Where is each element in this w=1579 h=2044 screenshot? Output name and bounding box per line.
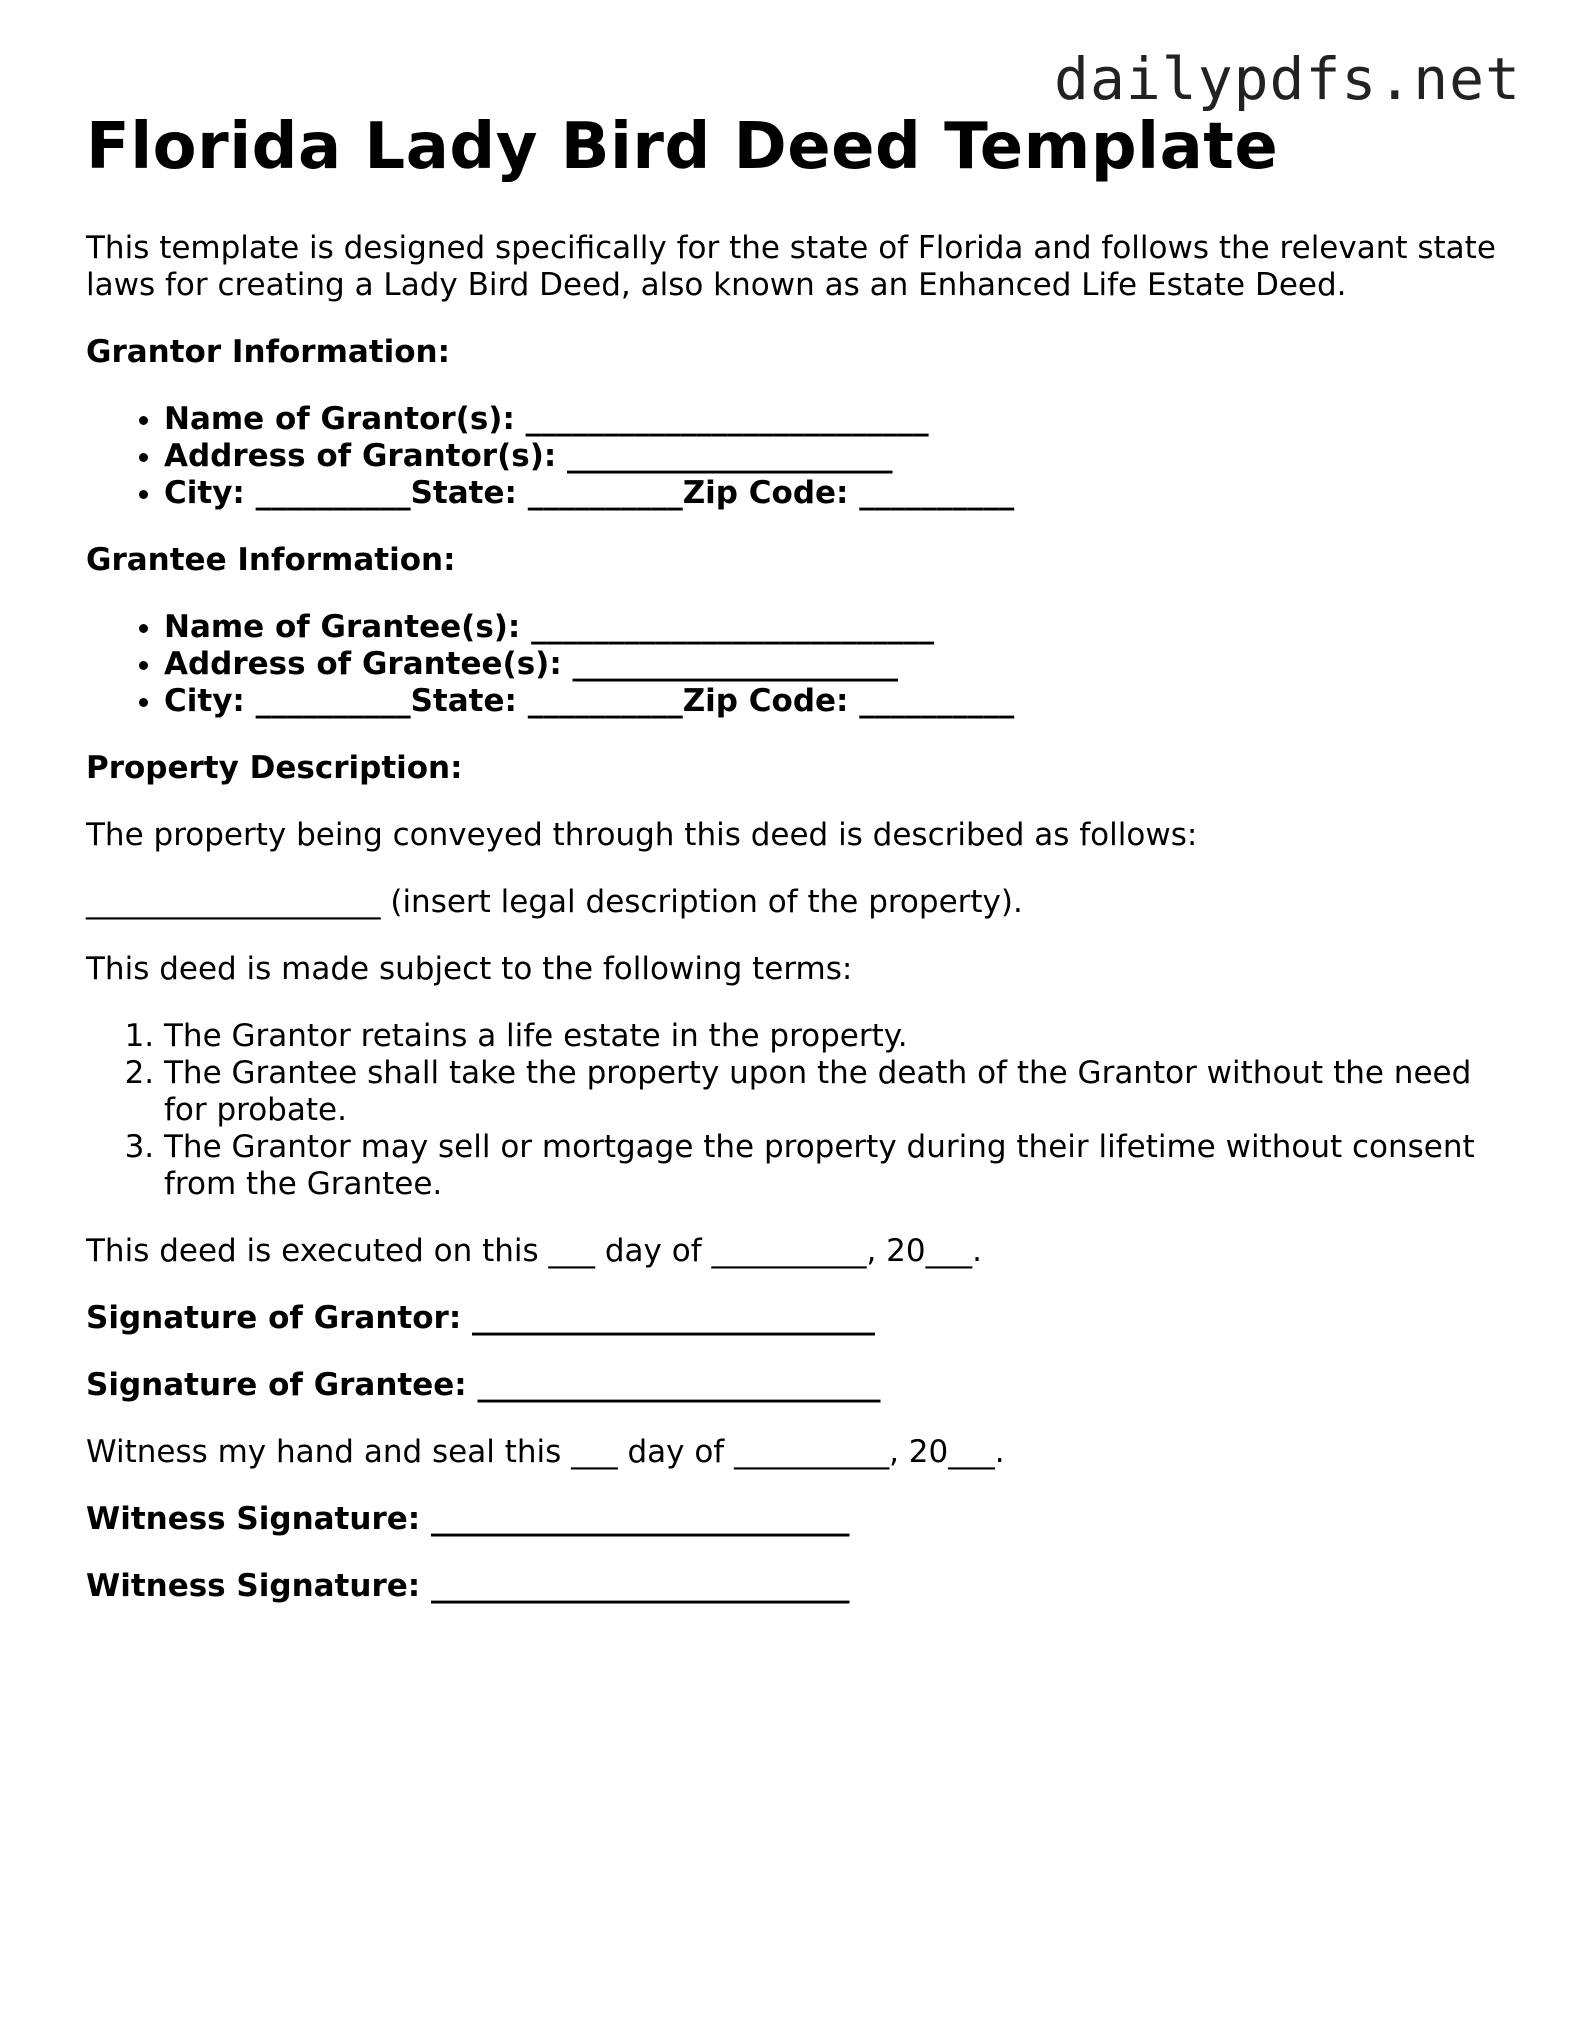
terms-list — [86, 1018, 1506, 1203]
grantee-city-state-zip-field[interactable]: • City: __________State: __________Zip Code: __________ — [164, 683, 1506, 720]
watermark: dailypdfs.net — [1054, 45, 1521, 113]
witness-signature-field-1[interactable]: Witness Signature: ___________________________ — [86, 1501, 850, 1538]
term-item: 3. The Grantor may sell or mortgage the property during their lifetime without consent from the Grantee. — [164, 1129, 1506, 1203]
grantee-name-field[interactable]: • Name of Grantee(s): __________________________ — [164, 609, 1506, 646]
property-intro: The property being conveyed through this deed is described as follows: — [86, 817, 1198, 854]
property-legal-description-field[interactable]: ___________________ (insert legal description of the property). — [86, 884, 1023, 921]
grantee-heading: Grantee Information: — [86, 542, 456, 579]
grantor-list — [86, 401, 1506, 512]
grantee-signature-field[interactable]: Signature of Grantee: __________________________ — [86, 1367, 881, 1404]
grantor-name-field[interactable]: • Name of Grantor(s): __________________________ — [164, 401, 1506, 438]
property-heading: Property Description: — [86, 750, 463, 787]
intro-paragraph: This template is designed specifically for the state of Florida and follows the relevant state laws for creating a Lady Bird Deed, also known as an Enhanced Life Estate Deed. — [86, 230, 1496, 304]
witness-date-field[interactable]: Witness my hand and seal this ___ day of __________, 20___. — [86, 1434, 1005, 1471]
term-item: 2. The Grantee shall take the property upon the death of the Grantor without the need for probate. — [164, 1055, 1506, 1129]
document-page — [86, 112, 1506, 1605]
terms-intro: This deed is made subject to the following terms: — [86, 951, 853, 988]
grantor-signature-field[interactable]: Signature of Grantor: __________________________ — [86, 1300, 876, 1337]
term-item: 1. The Grantor retains a life estate in the property. — [164, 1018, 1506, 1055]
page-title: Florida Lady Bird Deed Template — [86, 110, 1279, 184]
grantor-city-state-zip-field[interactable]: • City: __________State: __________Zip Code: __________ — [164, 475, 1506, 512]
witness-signature-field-2[interactable]: Witness Signature: ___________________________ — [86, 1568, 850, 1605]
grantee-address-field[interactable]: • Address of Grantee(s): _____________________ — [164, 646, 1506, 683]
grantor-address-field[interactable]: • Address of Grantor(s): _____________________ — [164, 438, 1506, 475]
execution-date-field[interactable]: This deed is executed on this ___ day of __________, 20___. — [86, 1233, 982, 1270]
grantee-list — [86, 609, 1506, 720]
grantor-heading: Grantor Information: — [86, 334, 451, 371]
